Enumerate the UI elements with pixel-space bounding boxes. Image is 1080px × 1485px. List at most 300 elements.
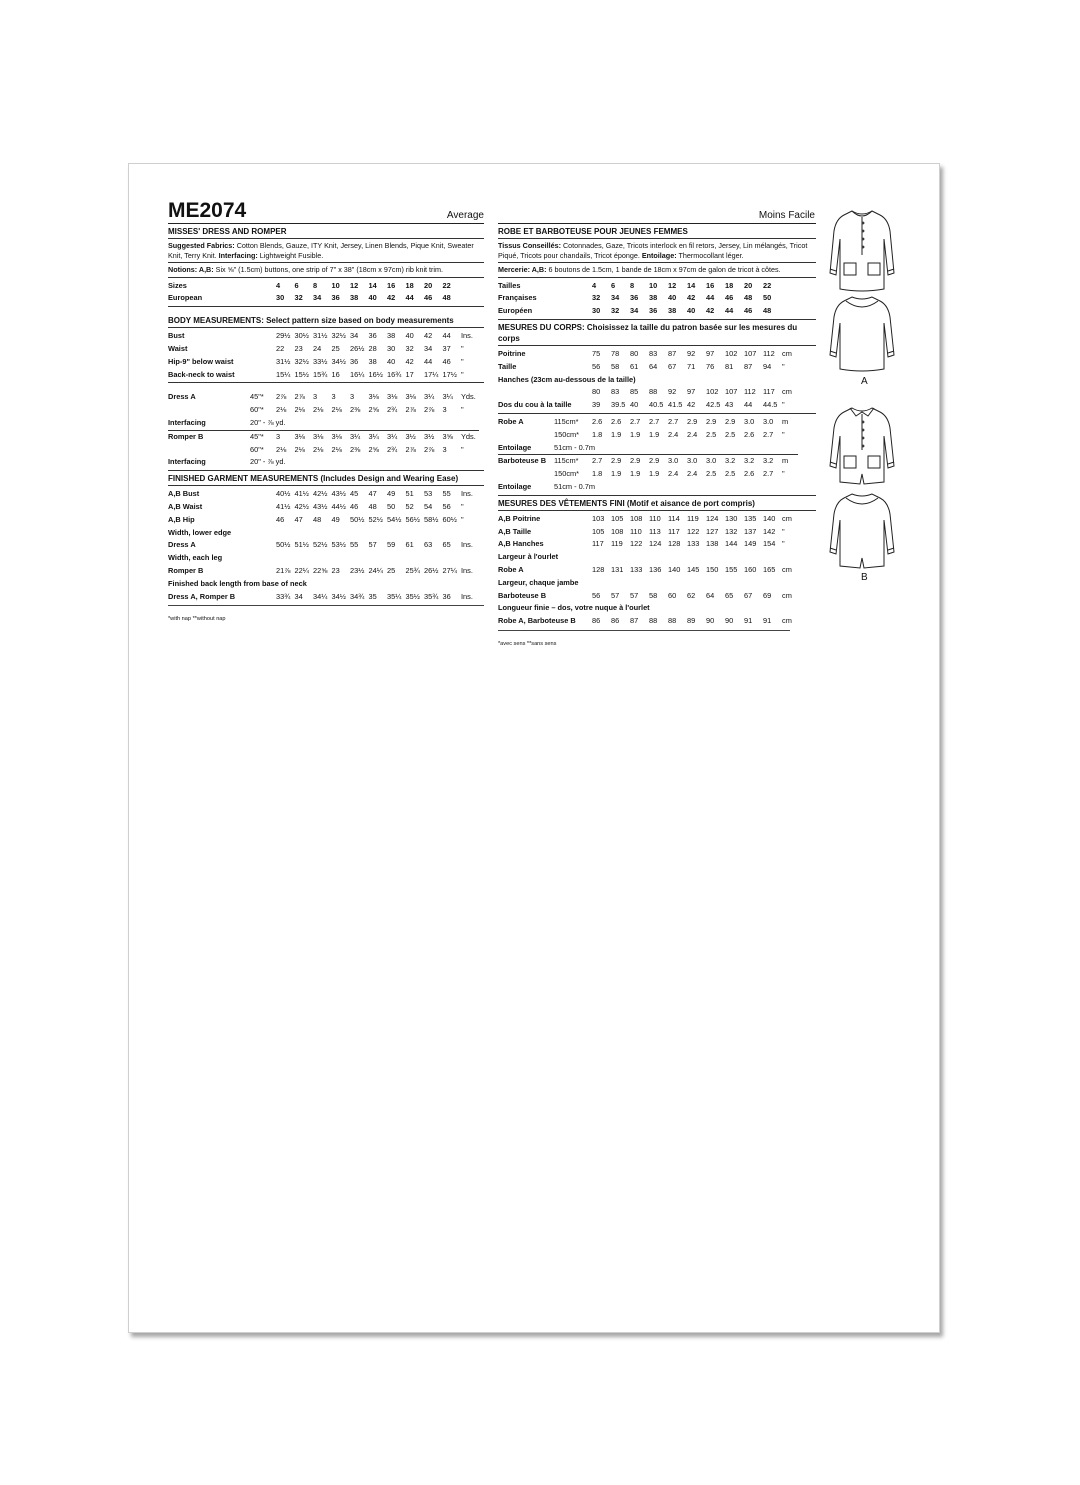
- table-cell: cm: [782, 590, 792, 600]
- row-label: [498, 386, 554, 399]
- table-cell: 47: [368, 489, 377, 499]
- table-cell: 138: [706, 539, 719, 549]
- table-cell: 3.2: [725, 456, 736, 466]
- table-cell: 49: [387, 489, 396, 499]
- body-measurements-table-fr: [498, 348, 798, 412]
- header-rule-en: [168, 223, 484, 224]
- table-cell: 44: [424, 356, 433, 366]
- table-cell: 150cm*: [554, 469, 580, 479]
- table-cell: 51cm - 0.7m: [554, 481, 596, 491]
- table-cell: 3½: [405, 431, 416, 441]
- table-cell: 115cm*: [554, 416, 579, 426]
- table-cell: 144: [725, 539, 738, 549]
- table-cell: 15½: [294, 369, 309, 379]
- table-row: [168, 552, 479, 565]
- table-cell: 102: [725, 349, 738, 358]
- table-row: [168, 280, 479, 293]
- table-cell: 155: [725, 564, 738, 574]
- row-label: Poitrine: [498, 349, 526, 358]
- table-cell: 3.0: [763, 416, 774, 426]
- table-cell: 3.2: [744, 456, 755, 466]
- table-row: [498, 468, 798, 481]
- table-cell: 89: [687, 616, 696, 626]
- table-cell: 17: [405, 369, 414, 379]
- table-cell: 60: [668, 590, 677, 600]
- row-label: Romper B: [168, 431, 204, 441]
- table-cell: 117: [592, 539, 604, 549]
- table-cell: 46: [744, 306, 753, 316]
- table-cell: 140: [763, 513, 776, 523]
- table-cell: ": [461, 356, 464, 366]
- table-row: [498, 416, 798, 429]
- table-cell: 2.6: [744, 469, 755, 479]
- table-cell: 38: [387, 331, 396, 341]
- table-cell: 3⅛: [368, 392, 379, 402]
- table-cell: 97: [706, 349, 715, 358]
- table-cell: 112: [744, 387, 756, 397]
- table-cell: 40: [687, 306, 696, 316]
- table-cell: ": [782, 526, 785, 536]
- table-cell: 3⅛: [294, 431, 305, 441]
- table-row: [168, 391, 479, 404]
- table-cell: 2.4: [687, 469, 698, 479]
- body-measurements-title-fr: MESURES DU CORPS: Choisissez la taille du patron basée sur les mesures du corps: [498, 323, 798, 343]
- dress-front-sketch: [826, 207, 898, 295]
- table-cell: 92: [668, 387, 677, 397]
- table-row: [498, 442, 798, 455]
- table-cell: 20: [424, 280, 433, 290]
- table-cell: 55: [350, 540, 359, 550]
- table-cell: 54½: [387, 514, 402, 524]
- table-cell: 112: [763, 349, 775, 358]
- table-cell: 2⅛: [331, 405, 342, 415]
- table-cell: 21⅞: [276, 565, 291, 575]
- table-cell: 52: [405, 501, 414, 511]
- table-cell: 3.0: [706, 456, 717, 466]
- table-row: [498, 361, 798, 374]
- table-cell: 44: [744, 400, 753, 410]
- table-cell: 2.9: [687, 416, 698, 426]
- fabrics-paragraph-fr: [498, 241, 816, 261]
- table-cell: 36: [630, 293, 639, 303]
- finished-measurements-title-en: FINISHED GARMENT MEASUREMENTS (Includes Design and Wearing Ease): [168, 474, 459, 484]
- table-cell: 17½: [442, 369, 457, 379]
- table-row: [168, 430, 479, 443]
- table-cell: 2⅜: [350, 444, 361, 454]
- table-cell: 26½: [424, 565, 439, 575]
- table-cell: 3: [313, 392, 318, 402]
- table-cell: 108: [630, 513, 643, 523]
- row-label: Françaises: [498, 293, 537, 303]
- table-row: [498, 305, 798, 318]
- table-cell: 36: [442, 591, 451, 601]
- header-rule-fr: [498, 223, 816, 224]
- table-cell: 107: [725, 387, 738, 397]
- table-cell: 71: [687, 361, 696, 371]
- finished-measurements-table-en: [168, 488, 479, 603]
- table-cell: 54: [424, 501, 433, 511]
- table-cell: 46: [350, 501, 359, 511]
- table-cell: 43½: [331, 489, 346, 499]
- table-cell: 33½: [313, 356, 328, 366]
- table-cell: 17¼: [424, 369, 439, 379]
- row-label: Barboteuse B: [498, 590, 547, 600]
- table-cell: 44: [706, 293, 715, 303]
- finished-measurements-table-fr: [498, 513, 798, 628]
- french-column: [498, 226, 816, 647]
- table-cell: 34: [611, 293, 620, 303]
- table-row: [498, 429, 798, 442]
- row-label: Width, lower edge: [168, 527, 232, 537]
- table-cell: 33¾: [276, 591, 291, 601]
- table-cell: 48: [313, 514, 322, 524]
- table-row: [498, 538, 798, 551]
- table-cell: 15¾: [313, 369, 328, 379]
- table-cell: [554, 386, 592, 399]
- table-cell: 46: [276, 514, 285, 524]
- table-cell: ": [461, 405, 464, 415]
- table-cell: 154: [763, 539, 776, 549]
- table-cell: 2⅞: [294, 392, 305, 402]
- english-column: [168, 226, 484, 622]
- table-cell: 57: [611, 590, 620, 600]
- table-cell: 48: [744, 293, 753, 303]
- table-row: [498, 386, 798, 399]
- table-cell: 3.0: [668, 456, 679, 466]
- table-cell: 48: [442, 293, 451, 303]
- difficulty-level-fr: Moins Facile: [758, 210, 815, 221]
- table-row: [168, 343, 479, 356]
- table-cell: 90: [725, 616, 734, 626]
- table-cell: 55: [442, 489, 451, 499]
- table-cell: 150: [706, 564, 719, 574]
- table-row: [168, 527, 479, 540]
- interfacing-text: Thermocollant léger.: [678, 251, 744, 261]
- table-cell: 44.5: [763, 400, 778, 410]
- table-cell: Ins.: [461, 331, 473, 341]
- row-label: Largeur, chaque jambe: [498, 577, 579, 587]
- table-cell: 37: [442, 344, 451, 353]
- table-row: [498, 374, 798, 387]
- table-cell: 16½: [368, 369, 383, 379]
- table-cell: 14: [368, 280, 377, 290]
- table-cell: 50: [763, 293, 772, 303]
- table-cell: 41.5: [668, 400, 683, 410]
- table-cell: cm: [782, 616, 792, 626]
- table-cell: 57: [630, 590, 639, 600]
- table-cell: 50: [387, 501, 396, 511]
- table-cell: 42.5: [706, 400, 721, 410]
- table-cell: 53: [424, 489, 433, 499]
- row-label: A,B Bust: [168, 489, 200, 499]
- table-row: [498, 564, 798, 577]
- table-cell: 115cm*: [554, 456, 579, 466]
- table-cell: 24¼: [368, 565, 383, 575]
- row-label: Interfacing: [168, 417, 206, 427]
- table-cell: 3¼: [442, 392, 453, 402]
- table-cell: 3.0: [687, 456, 698, 466]
- table-cell: 4: [592, 280, 597, 290]
- table-row: [168, 444, 479, 457]
- table-cell: 30½: [294, 331, 309, 341]
- table-cell: 34½: [331, 591, 346, 601]
- table-cell: 8: [313, 280, 318, 290]
- table-cell: 76: [706, 361, 715, 371]
- table-cell: 1.9: [630, 429, 641, 439]
- table-cell: [554, 564, 592, 577]
- table-cell: 30: [276, 293, 285, 303]
- table-cell: 34¾: [350, 591, 365, 601]
- table-cell: 2.7: [649, 416, 660, 426]
- table-cell: [554, 305, 592, 318]
- table-cell: [554, 280, 592, 293]
- table-cell: ": [782, 429, 785, 439]
- table-cell: 1.9: [611, 469, 622, 479]
- table-cell: 65: [442, 540, 451, 550]
- table-cell: 52½: [368, 514, 383, 524]
- notions-label: Mercerie: A,B:: [498, 265, 547, 275]
- table-cell: [250, 565, 276, 578]
- table-cell: 60"*: [250, 444, 264, 454]
- table-cell: 42: [706, 306, 715, 316]
- table-cell: 25¾: [405, 565, 420, 575]
- table-cell: 32: [592, 293, 601, 303]
- row-label: Romper B: [168, 565, 204, 575]
- table-cell: 46: [424, 293, 433, 303]
- row-label: Waist: [168, 344, 188, 353]
- table-cell: 2.9: [649, 456, 660, 466]
- table-cell: 87: [668, 349, 677, 358]
- table-cell: 3: [442, 405, 447, 415]
- fabrics-text: Cotton Blends, Gauze, ITY Knit, Jersey, Linen Blends, Pique Knit, Sweater Knit, Terry Knit.: [168, 241, 474, 261]
- table-cell: 137: [744, 526, 757, 536]
- yardage-table-fr: [498, 416, 798, 494]
- table-cell: 18: [725, 280, 734, 290]
- table-cell: 60"*: [250, 405, 264, 415]
- table-cell: 36: [649, 306, 658, 316]
- table-cell: 3: [442, 444, 447, 454]
- pattern-number: ME2074: [168, 199, 247, 222]
- table-cell: 119: [611, 539, 623, 549]
- table-cell: 132: [725, 526, 738, 536]
- table-row: [498, 551, 798, 564]
- table-cell: 34: [350, 331, 359, 341]
- table-cell: cm: [782, 513, 792, 523]
- row-label: European: [168, 293, 203, 303]
- row-label: Tailles: [498, 280, 521, 290]
- table-cell: 16¼: [350, 369, 365, 379]
- table-cell: 91: [744, 616, 753, 626]
- notions-label: Notions: A,B:: [168, 265, 214, 275]
- table-cell: 34½: [331, 356, 346, 366]
- table-cell: Yds.: [461, 392, 476, 402]
- table-cell: 3¼: [350, 431, 361, 441]
- table-cell: 2⅝: [368, 444, 379, 454]
- table-cell: 36: [331, 293, 340, 303]
- table-cell: 23: [294, 344, 303, 353]
- difficulty-level-en: Average: [446, 210, 484, 221]
- table-cell: 2⅛: [294, 405, 305, 415]
- table-cell: 105: [611, 513, 624, 523]
- table-cell: 41½: [276, 501, 291, 511]
- table-cell: 97: [687, 387, 696, 397]
- row-label: Back-neck to waist: [168, 369, 235, 379]
- table-cell: 43: [725, 400, 734, 410]
- table-cell: Ins.: [461, 565, 473, 575]
- table-cell: 130: [725, 513, 738, 523]
- table-cell: 2⅞: [424, 444, 435, 454]
- dress-back-sketch: [826, 293, 898, 375]
- table-cell: 3: [276, 431, 281, 441]
- table-cell: 36: [350, 356, 359, 366]
- table-cell: 23½: [350, 565, 365, 575]
- table-cell: 40.5: [649, 400, 664, 410]
- table-row: [168, 417, 479, 430]
- table-cell: 3⅛: [405, 392, 416, 402]
- table-cell: 3¼: [368, 431, 379, 441]
- table-cell: 26½: [350, 344, 365, 353]
- table-cell: 44: [405, 293, 414, 303]
- table-cell: 80: [592, 387, 601, 397]
- table-cell: 32½: [294, 356, 309, 366]
- yardage-table-en: [168, 391, 479, 469]
- sizes-table-en: [168, 280, 479, 306]
- garment-title-en: MISSES' DRESS AND ROMPER: [168, 227, 287, 236]
- table-cell: 107: [744, 349, 757, 358]
- notions-text: 6 boutons de 1.5cm, 1 bande de 18cm x 97cm de galon de tricot à côtes.: [548, 265, 781, 275]
- table-cell: 2.7: [630, 416, 641, 426]
- romper-front-sketch: [826, 404, 898, 488]
- table-cell: 124: [706, 513, 719, 523]
- table-row: [168, 292, 479, 305]
- table-cell: Ins.: [461, 591, 473, 601]
- table-cell: 2.7: [763, 469, 774, 479]
- table-cell: [554, 590, 592, 603]
- table-cell: 165: [763, 564, 776, 574]
- row-label: Longueur finie – dos, votre nuque à l'ourlet: [498, 603, 650, 613]
- table-cell: 20: [744, 280, 753, 290]
- row-label: Dress A: [168, 540, 196, 550]
- row-label: Hanches (23cm au-dessous de la taille): [498, 374, 636, 384]
- table-cell: 1.9: [611, 429, 622, 439]
- table-cell: 3¼: [424, 392, 435, 402]
- table-cell: [461, 292, 479, 305]
- footnote-fr: *avec sens **sans sens: [498, 640, 557, 647]
- table-cell: 64: [706, 590, 715, 600]
- table-cell: 16: [387, 280, 396, 290]
- row-label: Largeur à l'ourlet: [498, 552, 559, 562]
- table-row: [498, 399, 798, 412]
- table-cell: 2.5: [725, 429, 736, 439]
- table-cell: 45"*: [250, 431, 264, 441]
- table-cell: 22¼: [294, 565, 309, 575]
- table-cell: 83: [611, 387, 620, 397]
- table-cell: 57: [368, 540, 377, 550]
- table-cell: 2.5: [706, 429, 717, 439]
- table-cell: 86: [592, 616, 601, 626]
- table-cell: 127: [706, 526, 719, 536]
- table-cell: 1.9: [630, 469, 641, 479]
- table-cell: 3⅛: [331, 431, 342, 441]
- table-cell: 3: [350, 392, 355, 402]
- table-cell: 114: [668, 513, 680, 523]
- table-cell: 2.4: [687, 429, 698, 439]
- table-cell: 2⅛: [313, 405, 324, 415]
- table-cell: 39: [592, 400, 601, 410]
- table-cell: 14: [687, 280, 696, 290]
- table-cell: 34: [424, 344, 433, 353]
- table-cell: [250, 356, 276, 369]
- table-cell: 80: [630, 349, 639, 358]
- table-cell: 2⅝: [368, 405, 379, 415]
- notions-text: Six ⅝" (1.5cm) buttons, one strip of 7" x 38" (18cm x 97cm) rib knit trim.: [215, 265, 444, 275]
- table-cell: 32: [294, 293, 303, 303]
- table-cell: 40: [630, 400, 639, 410]
- table-cell: 58: [611, 361, 620, 371]
- table-cell: 42½: [313, 489, 328, 499]
- table-cell: cm: [782, 349, 792, 358]
- table-cell: 22⅝: [313, 565, 328, 575]
- table-cell: 42½: [294, 501, 309, 511]
- table-row: [498, 455, 798, 468]
- table-cell: 45"*: [250, 392, 264, 402]
- table-cell: 38: [668, 306, 677, 316]
- table-cell: 40: [405, 331, 414, 341]
- table-cell: 140: [668, 564, 681, 574]
- table-cell: [250, 514, 276, 527]
- table-cell: [554, 292, 592, 305]
- table-cell: 48: [763, 306, 772, 316]
- table-cell: 8: [630, 280, 635, 290]
- table-cell: 2.4: [668, 429, 679, 439]
- table-cell: 122: [630, 539, 643, 549]
- table-cell: [250, 343, 276, 356]
- table-cell: 35¾: [424, 591, 439, 601]
- table-cell: 75: [592, 349, 601, 358]
- table-cell: Ins.: [461, 540, 473, 550]
- table-row: [498, 602, 798, 615]
- table-cell: 35½: [405, 591, 420, 601]
- body-measurements-title-en: BODY MEASUREMENTS: Select pattern size based on body measurements: [168, 316, 454, 326]
- table-cell: 16: [331, 369, 340, 379]
- table-cell: 46: [442, 356, 451, 366]
- table-cell: [250, 488, 276, 501]
- table-row: [168, 514, 479, 527]
- table-cell: 1.9: [649, 469, 660, 479]
- table-cell: 27¼: [442, 565, 457, 575]
- table-row: [168, 369, 479, 382]
- table-cell: 10: [649, 280, 658, 290]
- table-cell: 43½: [313, 501, 328, 511]
- table-row: [498, 526, 798, 539]
- row-label: Entoilage: [498, 481, 532, 491]
- table-cell: 64: [649, 361, 658, 371]
- table-cell: 90: [706, 616, 715, 626]
- table-cell: 36: [368, 331, 377, 341]
- table-cell: 2⅛: [294, 444, 305, 454]
- table-row: [498, 348, 798, 361]
- row-label: Dos du cou à la taille: [498, 400, 572, 410]
- table-cell: 42: [424, 331, 433, 341]
- table-row: [168, 488, 479, 501]
- table-cell: 103: [592, 513, 605, 523]
- table-cell: 56: [592, 361, 601, 371]
- table-cell: m: [782, 416, 789, 426]
- row-label: Dress A: [168, 392, 196, 402]
- table-cell: 2.4: [668, 469, 679, 479]
- table-cell: 3: [331, 392, 336, 402]
- row-label: Robe A, Barboteuse B: [498, 616, 576, 626]
